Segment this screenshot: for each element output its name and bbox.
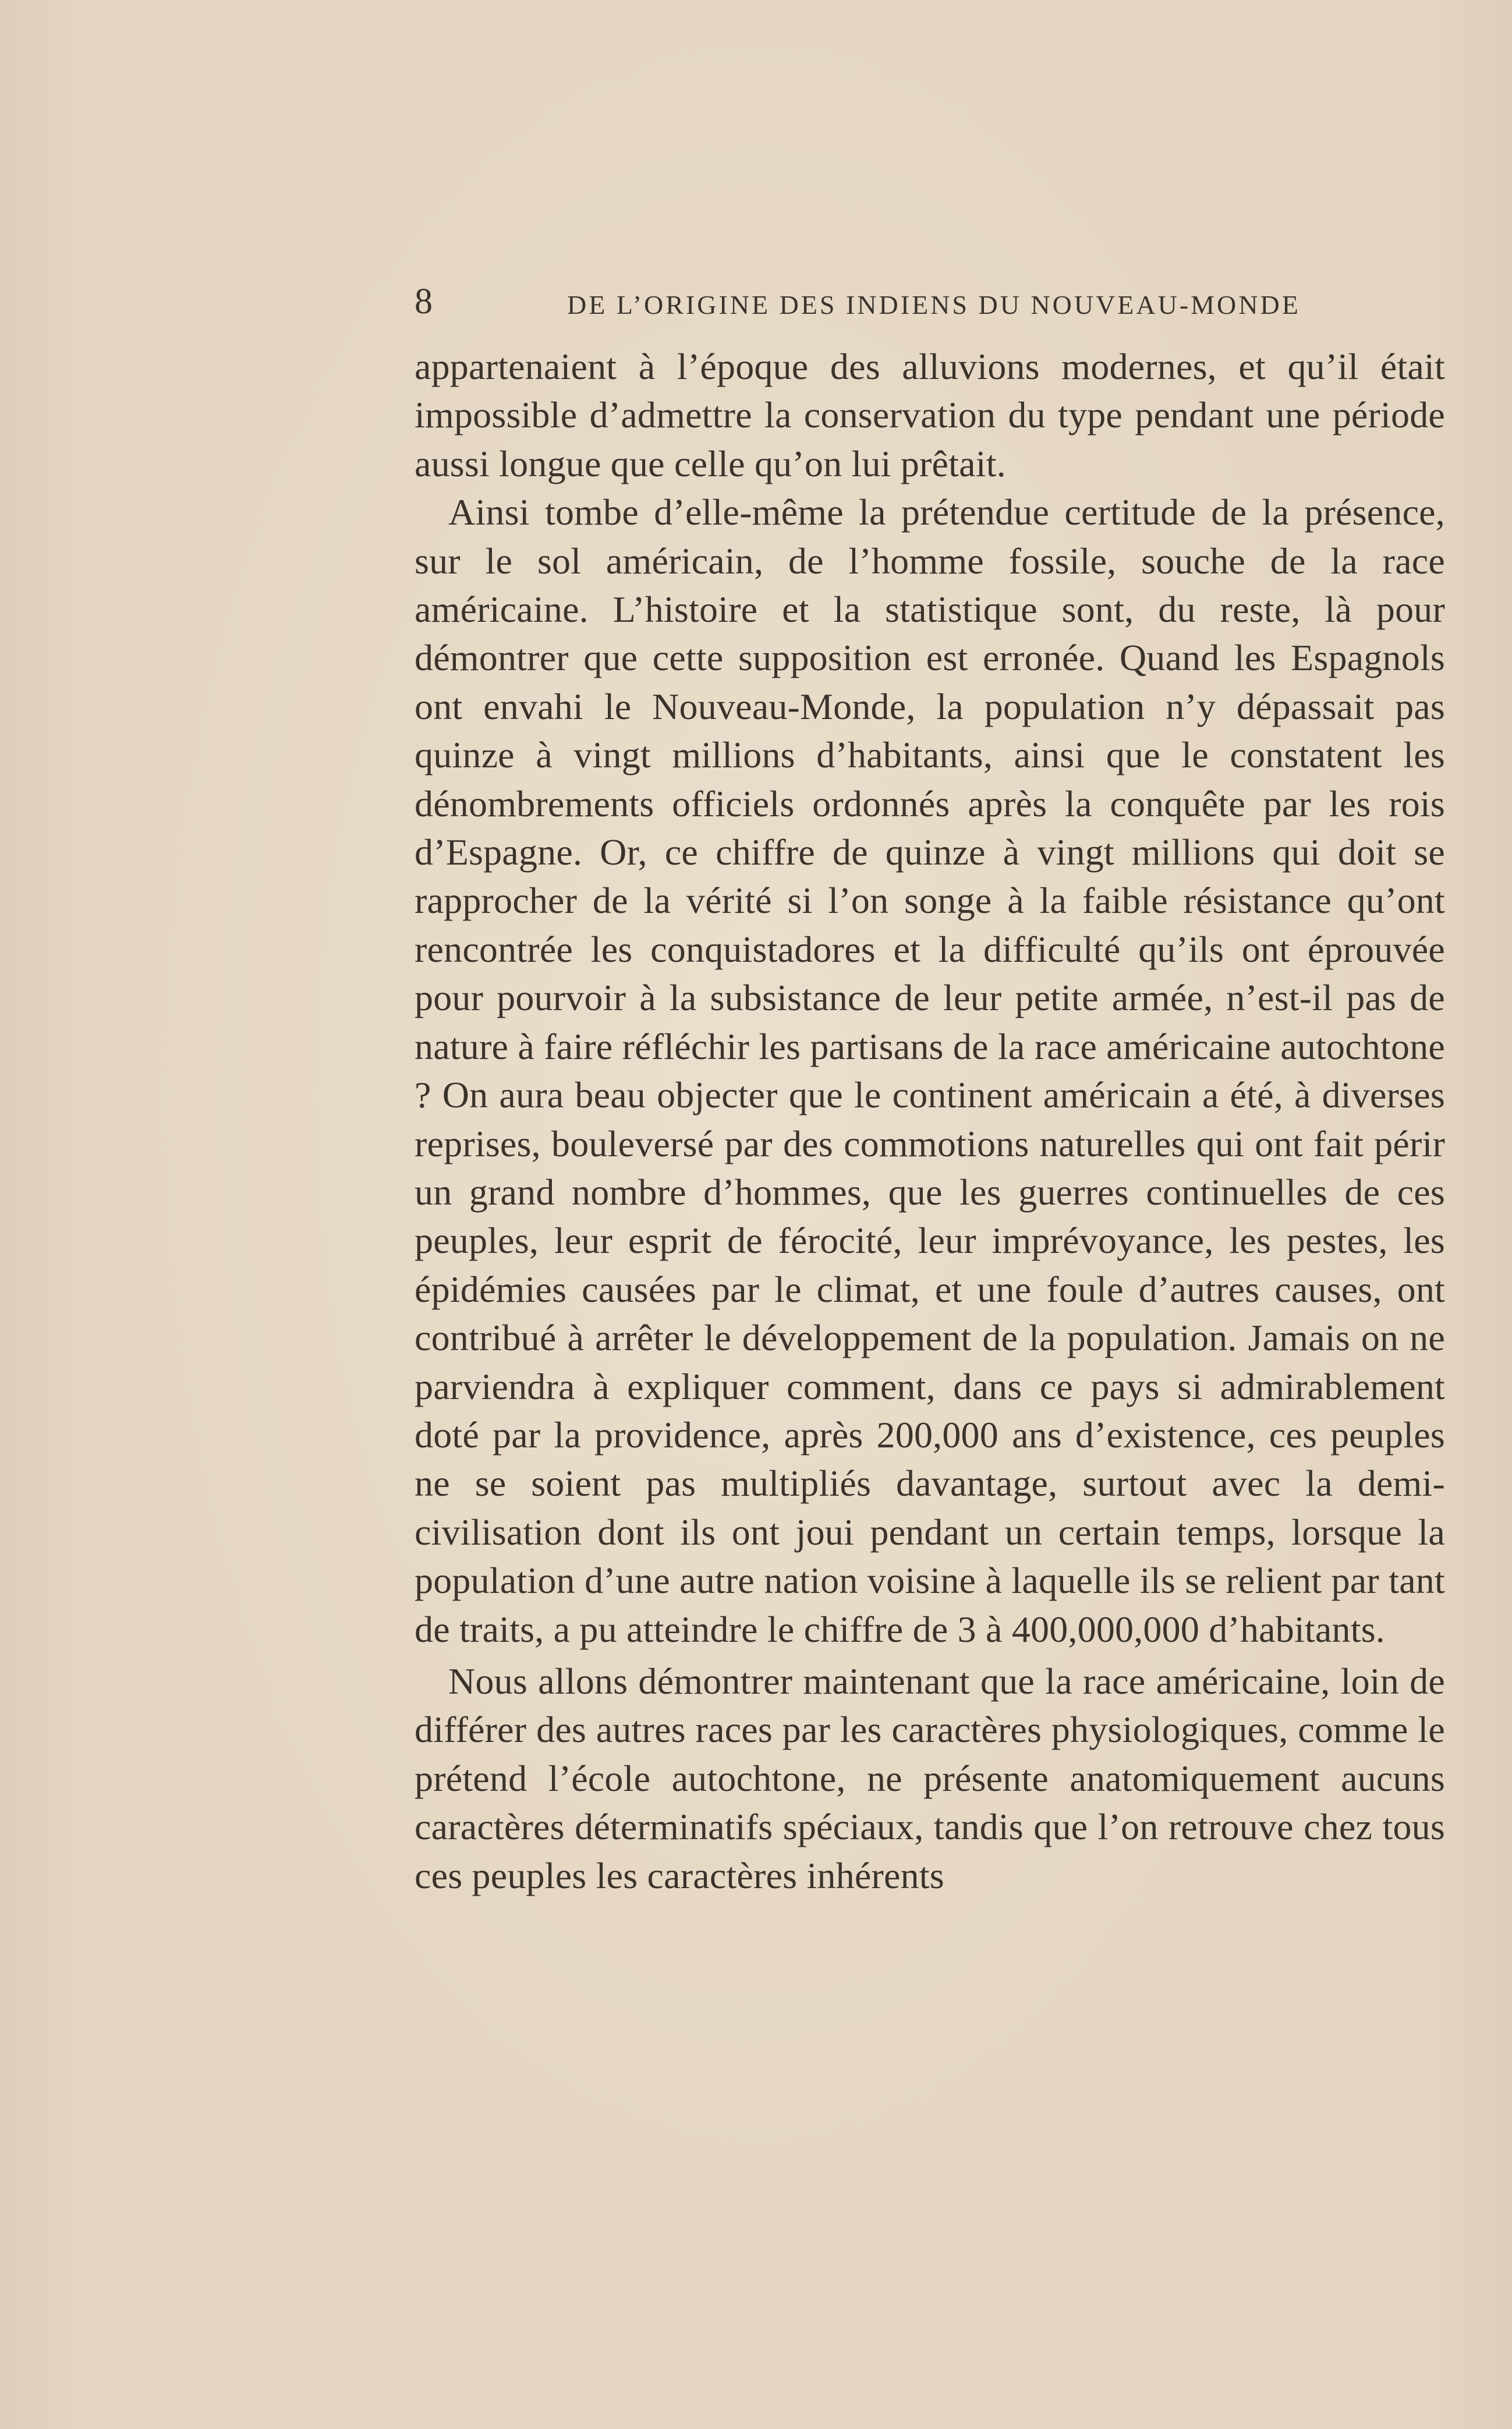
body-text (415, 342, 1445, 1900)
running-title: DE L’ORIGINE DES INDIENS DU NOUVEAU-MONDE (567, 290, 1301, 320)
running-head (415, 278, 1445, 325)
paragraph: Ainsi tombe d’elle-même la prétendue certitude de la présence, sur le sol américain, de l’homme fossile, souche de la race américaine. L’histoire et la statistique sont, du reste, là pour démontrer que cette supposition est erronée. Quand les Espagnols ont envahi le Nouveau-Monde, la population n’y dépassait pas quinze à vingt millions d’habitants, ainsi que le constatent les dénombrements officiels ordonnés après la conquête par les rois d’Espagne. Or, ce chiffre de quinze à vingt millions qui doit se rapprocher de la vérité si l’on songe à la faible résistance qu’ont rencontrée les conquistadores et la difficulté qu’ils ont éprouvée pour pourvoir à la subsistance de leur petite armée, n’est-il pas de nature à faire réfléchir les partisans de la race américaine autochtone ? On aura beau objecter que le continent américain a été, à diverses reprises, bouleversé par des commotions naturelles qui ont fait périr un grand nombre d’hommes, que les guerres continuelles de ces peuples, leur esprit de férocité, leur imprévoyance, les pestes, les épidémies causées par le climat, et une foule d’autres causes, ont contribué à arrêter le développement de la population. Jamais on ne parviendra à expliquer comment, dans ce pays si admirablement doté par la providence, après 200,000 ans d’existence, ces peuples ne se soient pas multipliés davantage, surtout avec la demi-civilisation dont ils ont joui pendant un certain temps, lorsque la population d’une autre nation voisine à laquelle ils se relient par tant de traits, a pu atteindre le chiffre de 3 à 400,000,000 d’habitants. (415, 491, 1445, 1650)
page-number: 8 (415, 282, 433, 321)
paragraph-continuation: appartenaient à l’époque des alluvions modernes, et qu’il était impossible d’admettre la conservation du type pendant une période aussi longue que celle qu’on lui prêtait. (415, 346, 1445, 484)
paragraph: Nous allons démontrer maintenant que la race américaine, loin de différer des autres races par les caractères physiologiques, comme le prétend l’école autochtone, ne présente anatomiquement aucuns caractères déterminatifs spéciaux, tandis que l’on retrouve chez tous ces peuples les caractères inhérents (415, 1660, 1445, 1896)
